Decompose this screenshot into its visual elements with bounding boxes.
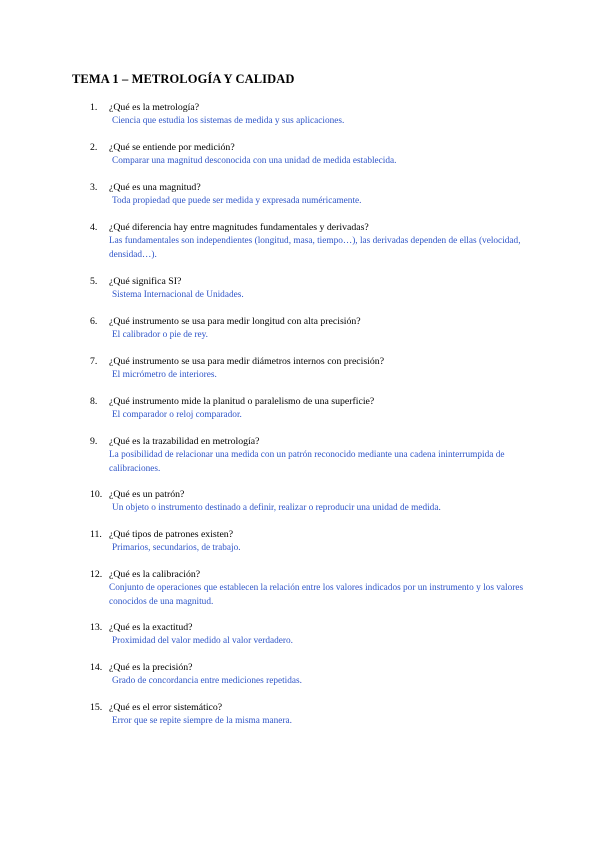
answer-text: Un objeto o instrumento destinado a definir, realizar o reproducir una unidad de medida. [112,503,441,513]
question-text: ¿Qué instrumento mide la planitud o paralelismo de una superficie? [109,396,375,407]
answer-text: Conjunto de operaciones que establecen la relación entre los valores indicados por un instrumento y los valores conocidos de una magnitud. [109,583,524,607]
question-text: ¿Qué es una magnitud? [109,182,201,193]
question-text: ¿Qué es la metrología? [109,102,200,113]
question-text: ¿Qué instrumento se usa para medir longitud con alta precisión? [109,316,361,327]
question-text: ¿Qué es la exactitud? [109,622,193,633]
qa-item-1 [90,101,540,129]
question-number: 3. [90,182,98,193]
qa-item-6 [90,315,540,343]
answer-text: Proximidad del valor medido al valor verdadero. [112,636,293,646]
question-text: ¿Qué se entiende por medición? [109,142,235,153]
qa-item-14 [90,661,540,689]
question-number: 13. [90,622,103,633]
question-number: 10. [90,489,103,500]
qa-item-4 [90,221,540,262]
question-text: ¿Qué diferencia hay entre magnitudes fundamentales y derivadas? [109,222,369,233]
qa-item-9 [90,435,540,476]
qa-item-15 [90,701,540,729]
qa-item-7 [90,355,540,383]
question-text: ¿Qué tipos de patrones existen? [109,529,234,540]
question-text: ¿Qué es la calibración? [109,569,201,580]
question-number: 11. [90,529,102,540]
question-text: ¿Qué es un patrón? [109,489,185,500]
answer-text: Grado de concordancia entre mediciones repetidas. [112,676,302,686]
answer-text: Primarios, secundarios, de trabajo. [112,543,241,553]
qa-item-5 [90,275,540,303]
qa-item-10 [90,488,540,516]
answer-text: La posibilidad de relacionar una medida con un patrón reconocido mediante una cadena ininterrumpida de calibraciones. [109,450,505,474]
answer-text: Error que se repite siempre de la misma manera. [112,716,292,726]
question-text: ¿Qué es la precisión? [109,662,193,673]
answer-text: El micrómetro de interiores. [112,370,217,380]
qa-item-3 [90,181,540,209]
question-text: ¿Qué es la trazabilidad en metrología? [109,436,260,447]
qa-item-11 [90,528,540,556]
question-text: ¿Qué es el error sistemático? [109,702,223,713]
question-number: 1. [90,102,98,113]
question-number: 6. [90,316,98,327]
answer-text: El calibrador o pie de rey. [112,330,208,340]
question-number: 7. [90,356,98,367]
qa-item-13 [90,621,540,649]
answer-text: El comparador o reloj comparador. [112,410,242,420]
question-number: 4. [90,222,98,233]
question-number: 12. [90,569,103,580]
question-number: 5. [90,276,98,287]
question-number: 8. [90,396,98,407]
qa-item-2 [90,141,540,169]
question-number: 9. [90,436,98,447]
answer-text: Sistema Internacional de Unidades. [112,290,244,300]
answer-text: Ciencia que estudia los sistemas de medida y sus aplicaciones. [112,116,345,126]
question-text: ¿Qué significa SI? [109,276,182,287]
question-number: 2. [90,142,98,153]
answer-text: Comparar una magnitud desconocida con una unidad de medida establecida. [112,156,397,166]
answer-text: Las fundamentales son independientes (longitud, masa, tiempo…), las derivadas dependen de ellas (velocidad, densidad…). [109,236,521,260]
question-number: 14. [90,662,103,673]
answer-text: Toda propiedad que puede ser medida y expresada numéricamente. [112,196,362,206]
qa-item-12 [90,568,540,609]
qa-item-8 [90,395,540,423]
document-title: TEMA 1 – METROLOGÍA Y CALIDAD [72,72,295,86]
question-number: 15. [90,702,103,713]
question-text: ¿Qué instrumento se usa para medir diámetros internos con precisión? [109,356,385,367]
